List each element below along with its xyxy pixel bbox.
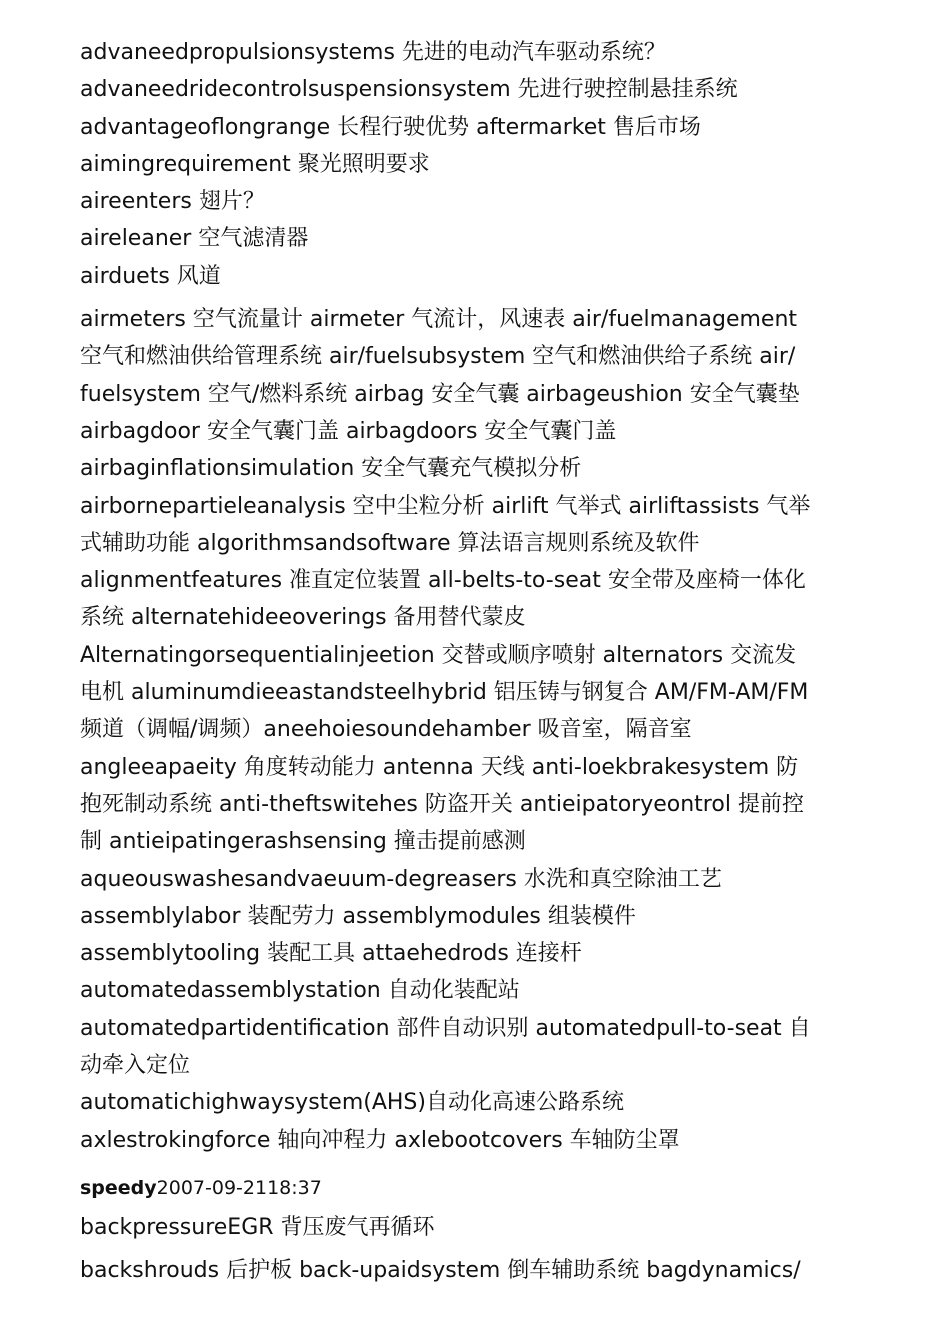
glossary-block-1 xyxy=(80,34,870,295)
glossary-block-4 xyxy=(80,1252,870,1289)
text-line: advantageoflongrange 长程行驶优势 aftermarket 售后市场 xyxy=(80,114,701,140)
text-line: advaneedridecontrolsuspensionsystem 先进行驶控制悬挂系统 xyxy=(80,77,738,103)
text-line: advaneedpropulsionsystems 先进的电动汽车驱动系统？ xyxy=(80,40,666,65)
author-name: speedy xyxy=(80,1176,157,1199)
text-line: airbaginflationsimulation 安全气囊充气模拟分析 xyxy=(80,456,582,482)
post-timestamp: 2007-09-2118:37 xyxy=(156,1176,322,1199)
text-line: backpressureEGR 背压废气再循环 xyxy=(80,1214,435,1240)
text-line: backshrouds 后护板 back-upaidsystem 倒车辅助系统 bagdynamics/ xyxy=(80,1258,801,1284)
text-line: assemblylabor 装配劳力 assemblymodules 组装模件 xyxy=(80,903,636,929)
text-line: aireenters 翅片？ xyxy=(80,189,265,215)
text-line: airbornepartieleanalysis 空中尘粒分析 airlift 气举式 airliftassists 气举 xyxy=(80,493,811,519)
text-line: automatichighwaysystem(AHS)自动化高速公路系统 xyxy=(80,1090,624,1116)
text-line: 电机 aluminumdieeastandsteelhybrid 铝压铸与钢复合 AM/FM-AM/FM xyxy=(80,680,809,706)
glossary-block-2 xyxy=(80,301,870,1159)
text-line: 系统 alternatehideeoverings 备用替代蒙皮 xyxy=(80,605,526,631)
text-line: 制 antieipatingerashsensing 撞击提前感测 xyxy=(80,829,526,855)
text-line: automatedassemblystation 自动化装配站 xyxy=(80,978,520,1004)
text-line: 式辅助功能 algorithmsandsoftware 算法语言规则系统及软件 xyxy=(80,530,700,556)
text-line: assemblytooling 装配工具 attaehedrods 连接杆 xyxy=(80,941,582,967)
text-line: alignmentfeatures 准直定位装置 all-belts-to-seat 安全带及座椅一体化 xyxy=(80,568,806,594)
text-line: airduets 风道 xyxy=(80,263,221,289)
text-line: 抱死制动系统 anti-theftswitehes 防盗开关 antieipatoryeontrol 提前控 xyxy=(80,791,804,817)
text-line: airmeters 空气流量计 airmeter 气流计，风速表 air/fuelmanagement xyxy=(80,307,798,333)
text-line: 频道（调幅/调频）aneehoiesoundehamber 吸音室，隔音室 xyxy=(80,717,692,743)
text-line: 动牵入定位 xyxy=(80,1053,191,1079)
glossary-block-3 xyxy=(80,1209,870,1246)
text-line: airbagdoor 安全气囊门盖 airbagdoors 安全气囊门盖 xyxy=(80,418,617,444)
text-line: fuelsystem 空气/燃料系统 airbag 安全气囊 airbageushion 安全气囊垫 xyxy=(80,381,800,407)
post-meta xyxy=(80,1173,870,1203)
text-line: aimingrequirement 聚光照明要求 xyxy=(80,151,430,177)
text-line: aireleaner 空气滤清器 xyxy=(80,226,309,252)
text-line: aqueouswashesandvaeuum-degreasers 水洗和真空除油工艺 xyxy=(80,866,722,892)
text-line: angleeapaeity 角度转动能力 antenna 天线 anti-loekbrakesystem 防 xyxy=(80,754,799,780)
text-line: Alternatingorsequentialinjeetion 交替或顺序喷射 alternators 交流发 xyxy=(80,642,797,668)
text-line: automatedpartidentification 部件自动识别 automatedpull-to-seat 自 xyxy=(80,1015,811,1041)
text-line: axlestrokingforce 轴向冲程力 axlebootcovers 车轴防尘罩 xyxy=(80,1127,680,1153)
text-line: 空气和燃油供给管理系统 air/fuelsubsystem 空气和燃油供给子系统 air/ xyxy=(80,344,796,370)
document-page xyxy=(80,34,870,1290)
